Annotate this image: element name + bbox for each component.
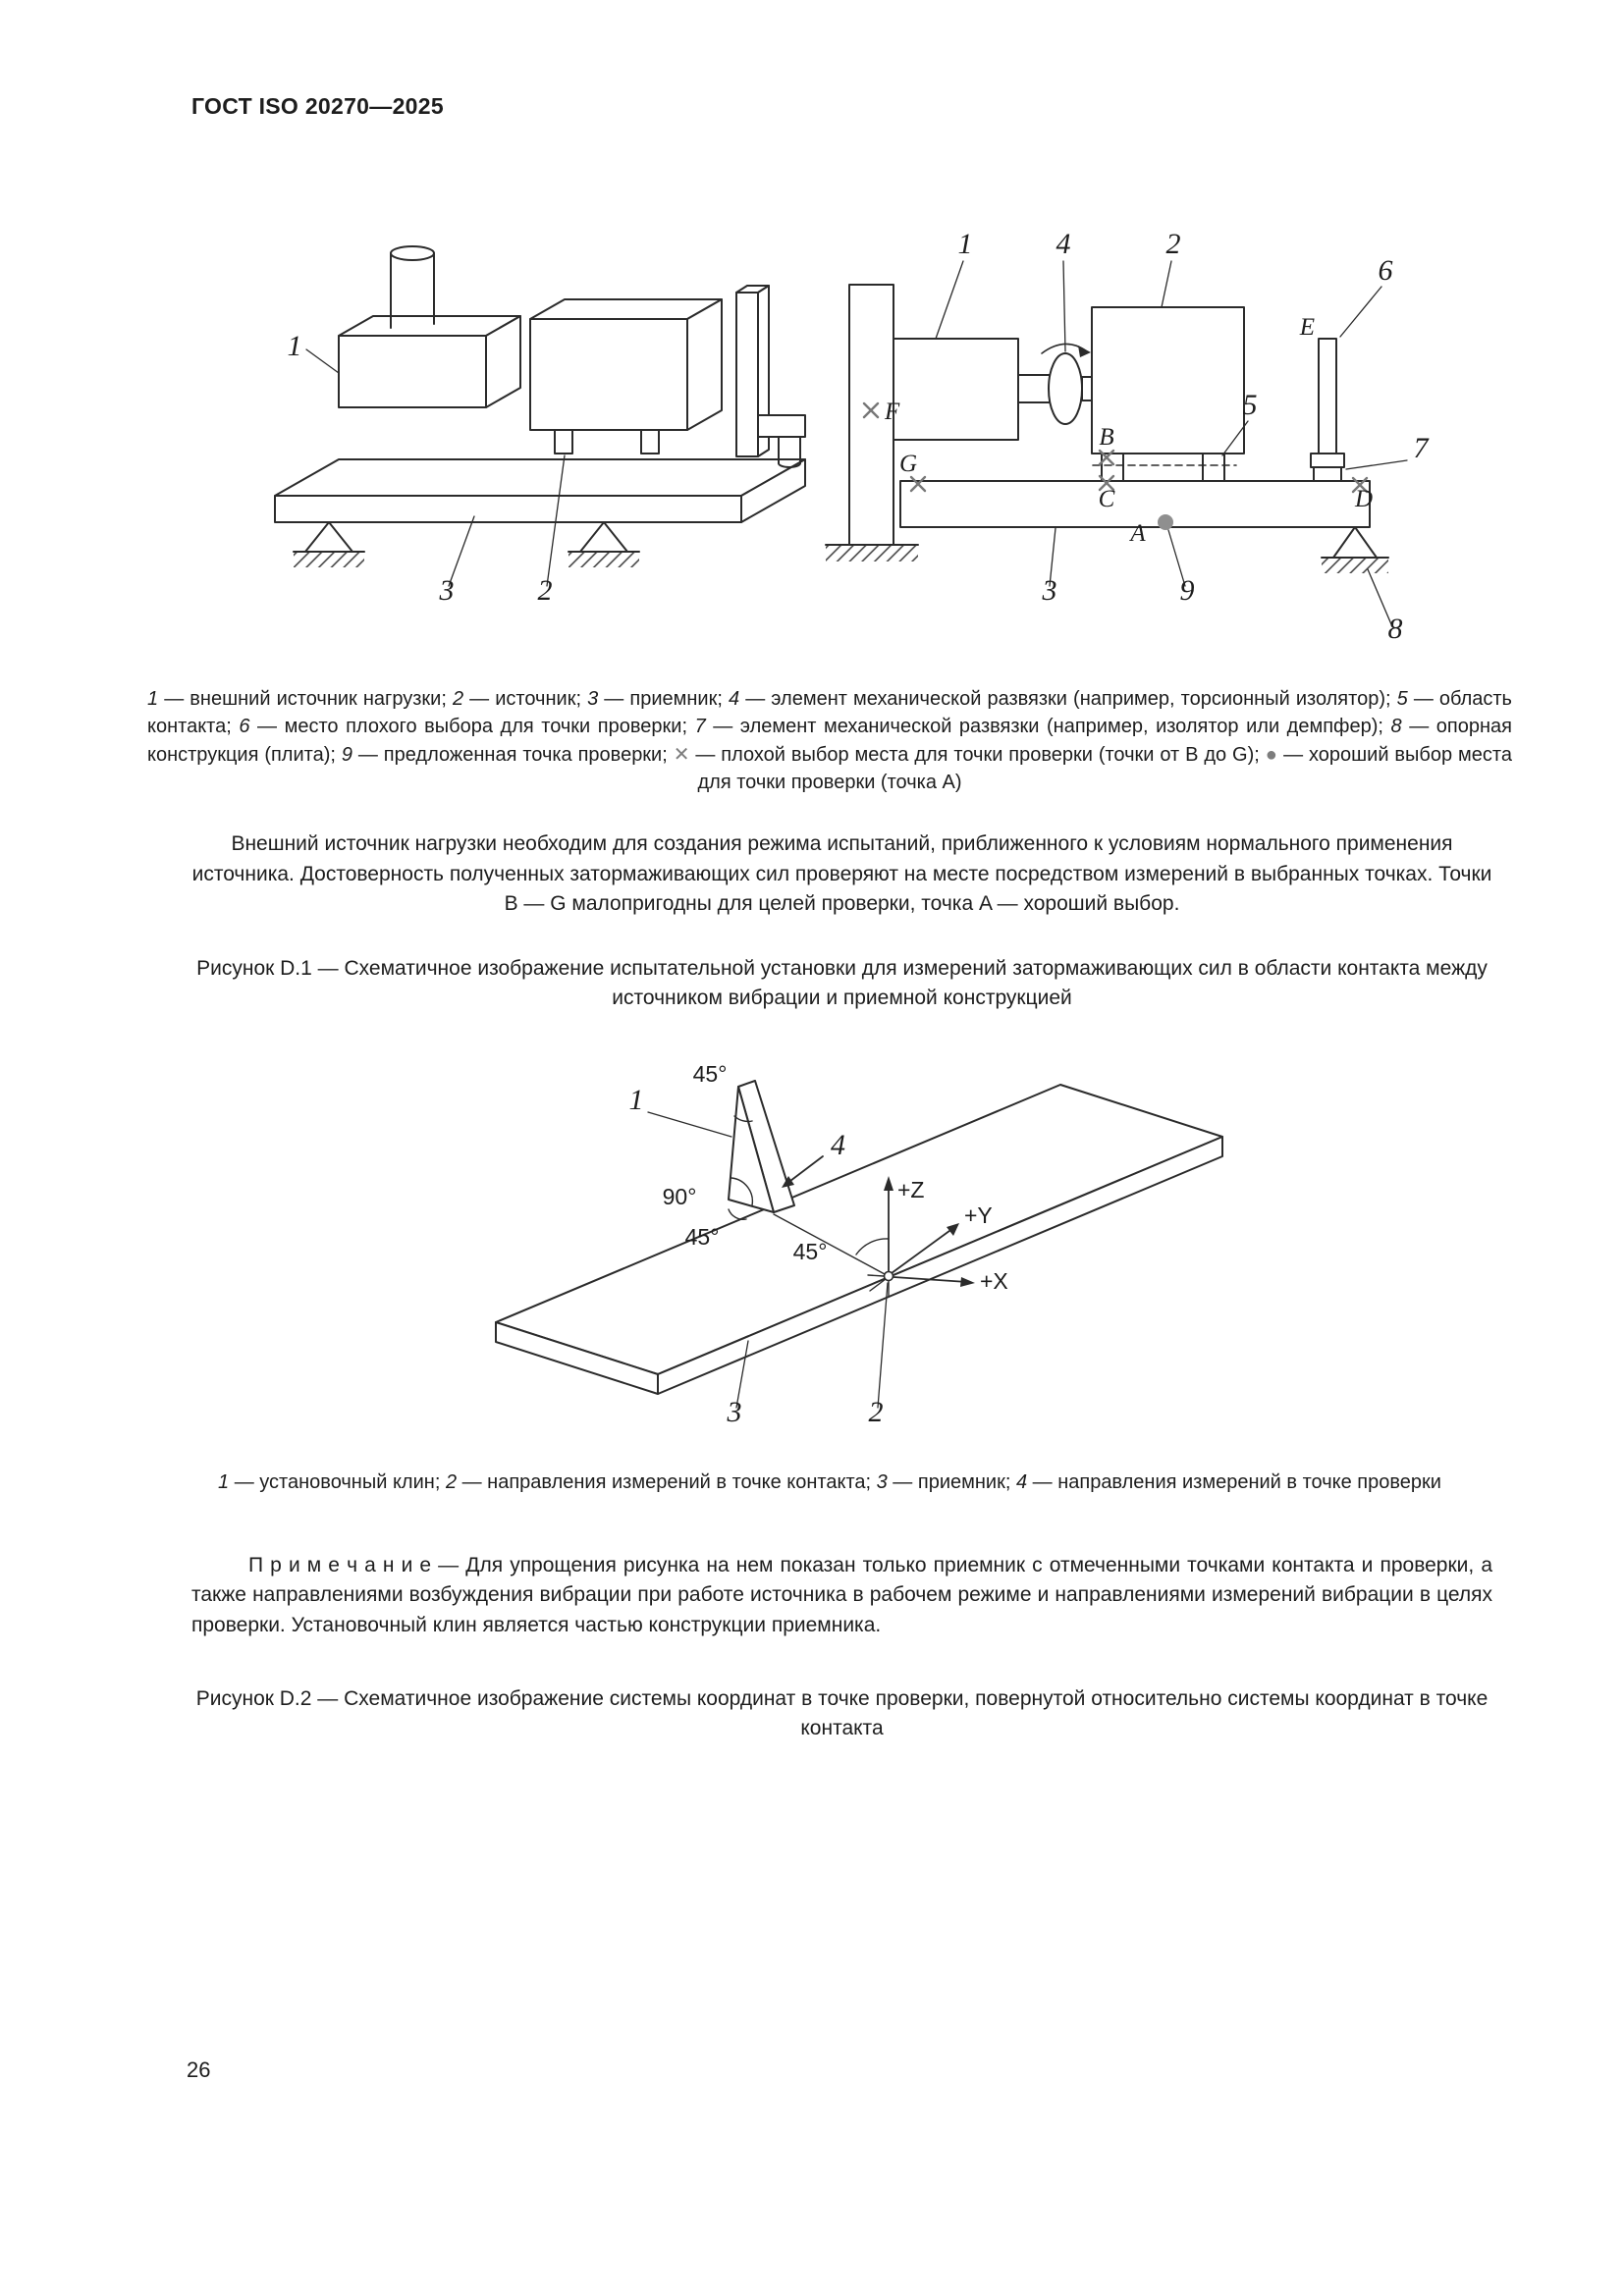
legend-item: 4 — направления измерений в точке проверки xyxy=(1015,1471,1441,1493)
point-B-label: B xyxy=(1099,424,1114,451)
left-receiver-slab xyxy=(275,459,805,522)
right-coupling-isolator xyxy=(1018,344,1092,424)
label-2-left: 2 xyxy=(537,574,553,607)
figure-d2-note: П р и м е ч а н и е — Для упрощения рисунка на нем показан только приемник с отмеченными точками контакта и проверки, а также направлениями возбуждения вибрации при работе источника в рабочем режиме и направлениями измерений вибрации в целях проверки. Установочный клин является частью конструкции приемника. xyxy=(191,1554,1492,1636)
right-load-source-box xyxy=(893,339,1018,440)
receiver-plate xyxy=(496,1085,1222,1394)
label-3-right: 3 xyxy=(1042,574,1057,607)
right-check-bracket xyxy=(1311,339,1344,481)
point-E-label: E xyxy=(1299,314,1315,341)
left-source-box xyxy=(530,299,722,430)
label-4-right: 4 xyxy=(1056,228,1071,260)
legend-item: 6 — место плохого выбора для точки проверки xyxy=(239,716,682,738)
label-8-right: 8 xyxy=(1387,613,1403,645)
label-6-right: 6 xyxy=(1378,254,1393,287)
legend-item: 1 — установочный клин xyxy=(218,1471,435,1493)
label-2-right: 2 xyxy=(1165,228,1181,260)
left-check-fixture xyxy=(736,286,805,467)
axis-y-label: +Y xyxy=(964,1202,993,1228)
label-1-left: 1 xyxy=(287,330,302,362)
label-1: 1 xyxy=(628,1084,644,1116)
page-number: 26 xyxy=(187,2057,211,2082)
label-5-right: 5 xyxy=(1242,389,1258,421)
point-F-label: F xyxy=(885,399,900,425)
angle-origin-label: 45° xyxy=(792,1239,828,1264)
label-3: 3 xyxy=(727,1396,742,1428)
point-A-label: A xyxy=(1130,520,1146,547)
left-source-feet xyxy=(555,430,659,454)
good-point-mark xyxy=(1158,514,1173,530)
left-support-2 xyxy=(568,522,639,567)
figure-d1-paragraph: Внешний источник нагрузки необходим для создания режима испытаний, приближенного к условиям нормального применения источника. Достоверность полученных затормаживающих сил проверяют на месте посредством измерений в выбранных точках. Точки B — G малопригодны для целей проверки, точка A — хороший выбор. xyxy=(191,832,1492,916)
point-G-label: G xyxy=(898,451,918,477)
left-load-source-box xyxy=(339,246,520,407)
legend-item: 8 — опорная конструкция (плита) xyxy=(147,716,1512,766)
label-4: 4 xyxy=(831,1129,845,1161)
legend-item: 5 — область контакта xyxy=(147,688,1512,738)
legend-item: 2 — источник xyxy=(452,688,576,710)
figure-d1-caption: Рисунок D.1 — Схематичное изображение испытательной установки для измерений затормаживающих сил в области контакта между источником вибрации и приемной конструкцией xyxy=(196,957,1488,1009)
legend-item: 1 — внешний источник нагрузки xyxy=(147,688,442,710)
angle-45-label: 45° xyxy=(684,1224,720,1250)
right-contact-area xyxy=(1093,454,1236,481)
check-direction-arrow xyxy=(782,1156,823,1188)
figure-d1-diagram xyxy=(191,206,1497,667)
right-support xyxy=(1322,527,1388,573)
label-7-right: 7 xyxy=(1413,432,1429,464)
label-3-left: 3 xyxy=(439,574,455,607)
alignment-wedge xyxy=(729,1081,794,1212)
label-2: 2 xyxy=(868,1396,884,1428)
legend-item: 3 — приемник xyxy=(876,1471,1005,1493)
legend-item: 3 — приемник xyxy=(587,688,718,710)
angle-90-label: 90° xyxy=(662,1184,697,1209)
legend-item: ● — хороший выбор места для точки проверки (точка A) xyxy=(697,743,1512,794)
angle-apex-label: 45° xyxy=(692,1061,728,1087)
figure-d2-diagram xyxy=(471,1050,1286,1443)
left-support-1 xyxy=(294,522,364,567)
label-9-right: 9 xyxy=(1179,574,1195,607)
legend-item: 9 — предложенная точка проверки xyxy=(341,743,663,766)
figure-d1-legend: 1 — внешний источник нагрузки; 2 — источник; 3 — приемник; 4 — элемент механической развязки (например, торсионный изолятор); 5 — область контакта; 6 — место плохого выбора для точки проверки; 7 — элемент механической развязки (например, изолятор или демпфер); 8 — опорная конструкция (плита); 9 — предложенная точка проверки; ✕ — плохой выбор места для точки проверки (точки от B до G); ● — хороший выбор места для точки проверки (точка A) xyxy=(147,688,1512,794)
point-D-label: D xyxy=(1354,486,1374,512)
figure-d2-legend: 1 — установочный клин; 2 — направления измерений в точке контакта; 3 — приемник; 4 — направления измерений в точке проверки xyxy=(218,1471,1441,1493)
legend-item: 2 — направления измерений в точке контакта xyxy=(445,1471,866,1493)
label-1-right: 1 xyxy=(957,228,973,260)
figure-d2-caption: Рисунок D.2 — Схематичное изображение системы координат в точке проверки, повернутой относительно системы координат в точке контакта xyxy=(195,1687,1489,1739)
right-source-box xyxy=(1092,307,1244,454)
axis-z-label: +Z xyxy=(897,1177,925,1202)
page-header: ГОСТ ISO 20270—2025 xyxy=(191,93,444,119)
legend-item: ✕ — плохой выбор места для точки проверки (точки от B до G) xyxy=(673,743,1255,766)
axis-x-label: +X xyxy=(980,1268,1008,1294)
legend-item: 7 — элемент механической развязки (например, изолятор или демпфер) xyxy=(694,716,1379,738)
legend-item: 4 — элемент механической развязки (например, торсионный изолятор) xyxy=(729,688,1385,710)
point-C-label: C xyxy=(1098,486,1115,512)
